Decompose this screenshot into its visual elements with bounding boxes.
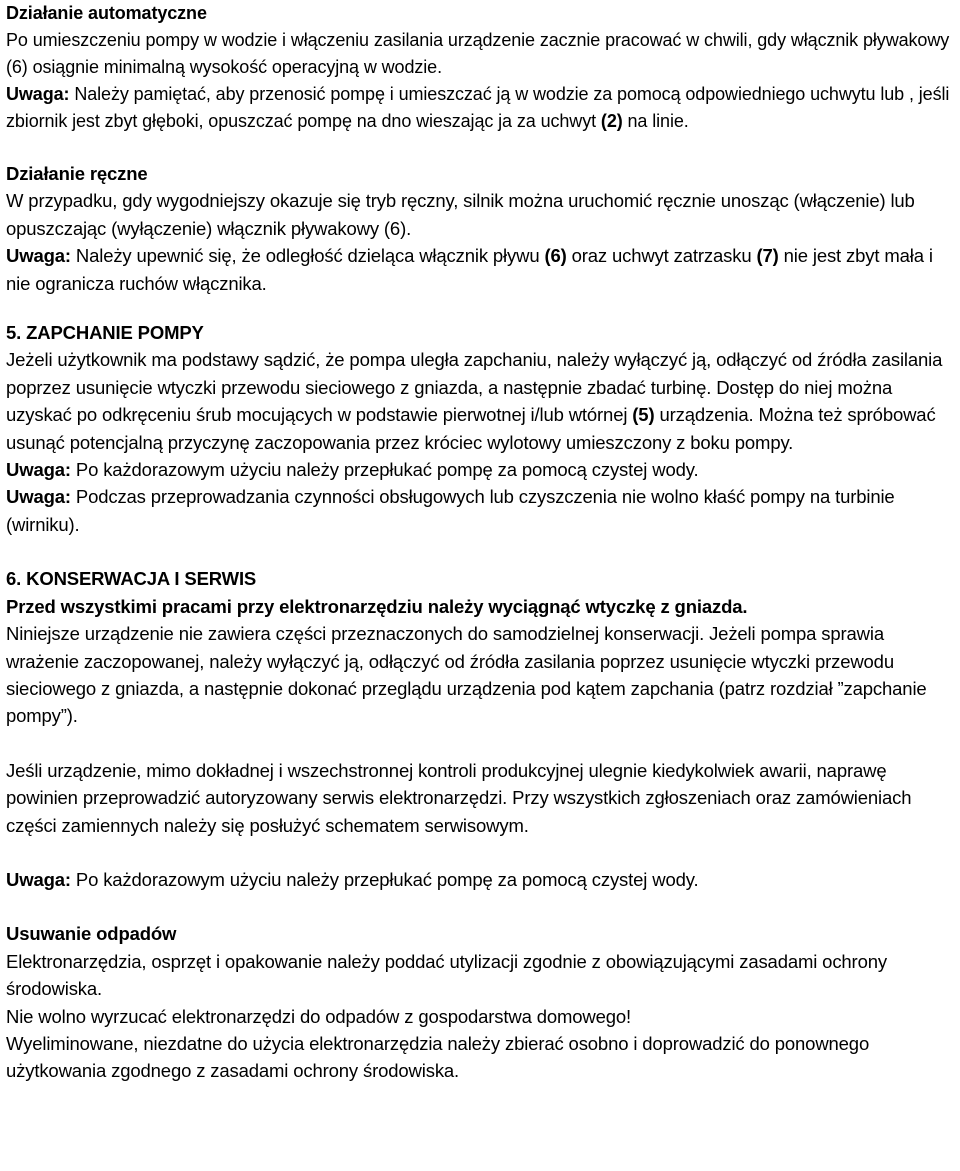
note-label: Uwaga: xyxy=(6,486,71,508)
section-pump-clogging xyxy=(6,319,954,538)
section-waste-disposal xyxy=(6,920,954,1084)
note-turbine xyxy=(6,483,954,538)
note-text: Po każdorazowym użyciu należy przepłukać pompę za pomocą czystej wody. xyxy=(70,868,699,890)
paragraph-text: urządzenia. Można też spróbować usunąć potencjalną przyczynę zaczopowania przez króciec wylotowy umieszczony z boku pompy. xyxy=(6,404,936,453)
heading-automatic-operation: Działanie automatyczne xyxy=(6,3,207,23)
section-maintenance-service xyxy=(6,565,954,893)
note-manual-operation xyxy=(6,242,954,297)
paragraph-text: Jeżeli użytkownik ma podstawy sądzić, że pompa uległa zapchaniu, należy wyłączyć ją, odłączyć od źródła zasilania poprzez usunięcie wtyczki przewodu sieciowego z gniazda, a następnie zbadać turbinę. Dostęp do niej można uzyskać po odkręceniu śrub mocujących w podstawie pierwotnej i/lub wtórnej xyxy=(6,349,943,426)
paragraph-service: Jeśli urządzenie, mimo dokładnej i wszechstronnej kontroli produkcyjnej ulegnie kiedykolwiek awarii, naprawę powinien przeprowadzić autoryzowany serwis elektronarzędzi. Przy wszystkich zgłoszeniach oraz zamówieniach części zamiennych należy się posłużyć schematem serwisowym. xyxy=(6,759,912,836)
paragraph-automatic-operation: Po umieszczeniu pompy w wodzie i włączeniu zasilania urządzenie zacznie pracować w chwili, gdy włącznik pływakowy (6) osiągnie minimalną wysokość operacyjną w wodzie. xyxy=(6,30,950,77)
heading-manual-operation: Działanie ręczne xyxy=(6,163,148,184)
note-rinse-service xyxy=(6,866,954,893)
section-manual-operation xyxy=(6,160,954,297)
note-label: Uwaga: xyxy=(6,245,71,267)
heading-maintenance-service: 6. KONSERWACJA I SERWIS xyxy=(6,568,257,590)
reference-number: (2) xyxy=(600,111,623,131)
heading-pump-clogging: 5. ZAPCHANIE POMPY xyxy=(6,322,204,344)
note-label: Uwaga: xyxy=(6,868,71,890)
note-text: nie jest zbyt mała i nie ogranicza ruchów włącznika. xyxy=(6,245,933,294)
section-automatic-operation xyxy=(6,0,954,135)
paragraph-waste-3: Wyeliminowane, niezdatne do użycia elektronarzędzia należy zbierać osobno i doprowadzić do ponownego użytkowania zgodnego z zasadami ochrony środowiska. xyxy=(6,1032,870,1082)
reference-number: (7) xyxy=(756,245,779,267)
paragraph-maintenance: Niniejsze urządzenie nie zawiera części przeznaczonych do samodzielnej konserwacji. Jeżeli pompa sprawia wrażenie zaczopowanej, należy wyłączyć ją, odłączyć od źródła zasilania poprzez usunięcie wtyczki przewodu sieciowego z gniazda, a następnie dokonać przeglądu urządzenia pod kątem zapchania (patrz rozdział ”zapchanie pompy”). xyxy=(6,623,927,727)
note-text: oraz uchwyt zatrzasku xyxy=(566,245,757,267)
note-text: na linie. xyxy=(622,111,689,131)
paragraph-manual-operation: W przypadku, gdy wygodniejszy okazuje się tryb ręczny, silnik można uruchomić ręcznie unosząc (włączenie) lub opuszczając (wyłączenie) włącznik pływakowy (6). xyxy=(6,190,915,239)
reference-number: (6) xyxy=(544,245,567,267)
note-rinse xyxy=(6,456,954,483)
paragraph-waste-1: Elektronarzędzia, osprzęt i opakowanie należy poddać utylizacji zgodnie z obowiązującymi zasadami ochrony środowiska. xyxy=(6,950,887,1000)
note-text: Należy pamiętać, aby przenosić pompę i umieszczać ją w wodzie za pomocą odpowiedniego uchwytu lub , jeśli zbiornik jest zbyt głęboki, opuszczać pompę na dno wieszając ja za uchwyt xyxy=(6,84,950,131)
paragraph-pump-clogging xyxy=(6,346,954,456)
note-text: Podczas przeprowadzania czynności obsługowych lub czyszczenia nie wolno kłaść pompy na turbinie (wirniku). xyxy=(6,486,895,535)
note-text: Należy upewnić się, że odległość dzieląca włącznik pływu xyxy=(70,245,545,267)
note-label: Uwaga: xyxy=(6,459,71,481)
paragraph-waste-2: Nie wolno wyrzucać elektronarzędzi do odpadów z gospodarstwa domowego! xyxy=(6,1005,632,1027)
note-text: Po każdorazowym użyciu należy przepłukać pompę za pomocą czystej wody. xyxy=(70,459,699,481)
note-automatic-operation xyxy=(6,81,954,135)
warning-unplug: Przed wszystkimi pracami przy elektronarzędziu należy wyciągnąć wtyczkę z gniazda. xyxy=(6,595,748,617)
heading-waste-disposal: Usuwanie odpadów xyxy=(6,923,177,945)
reference-number: (5) xyxy=(632,404,655,426)
note-label: Uwaga: xyxy=(6,84,70,104)
